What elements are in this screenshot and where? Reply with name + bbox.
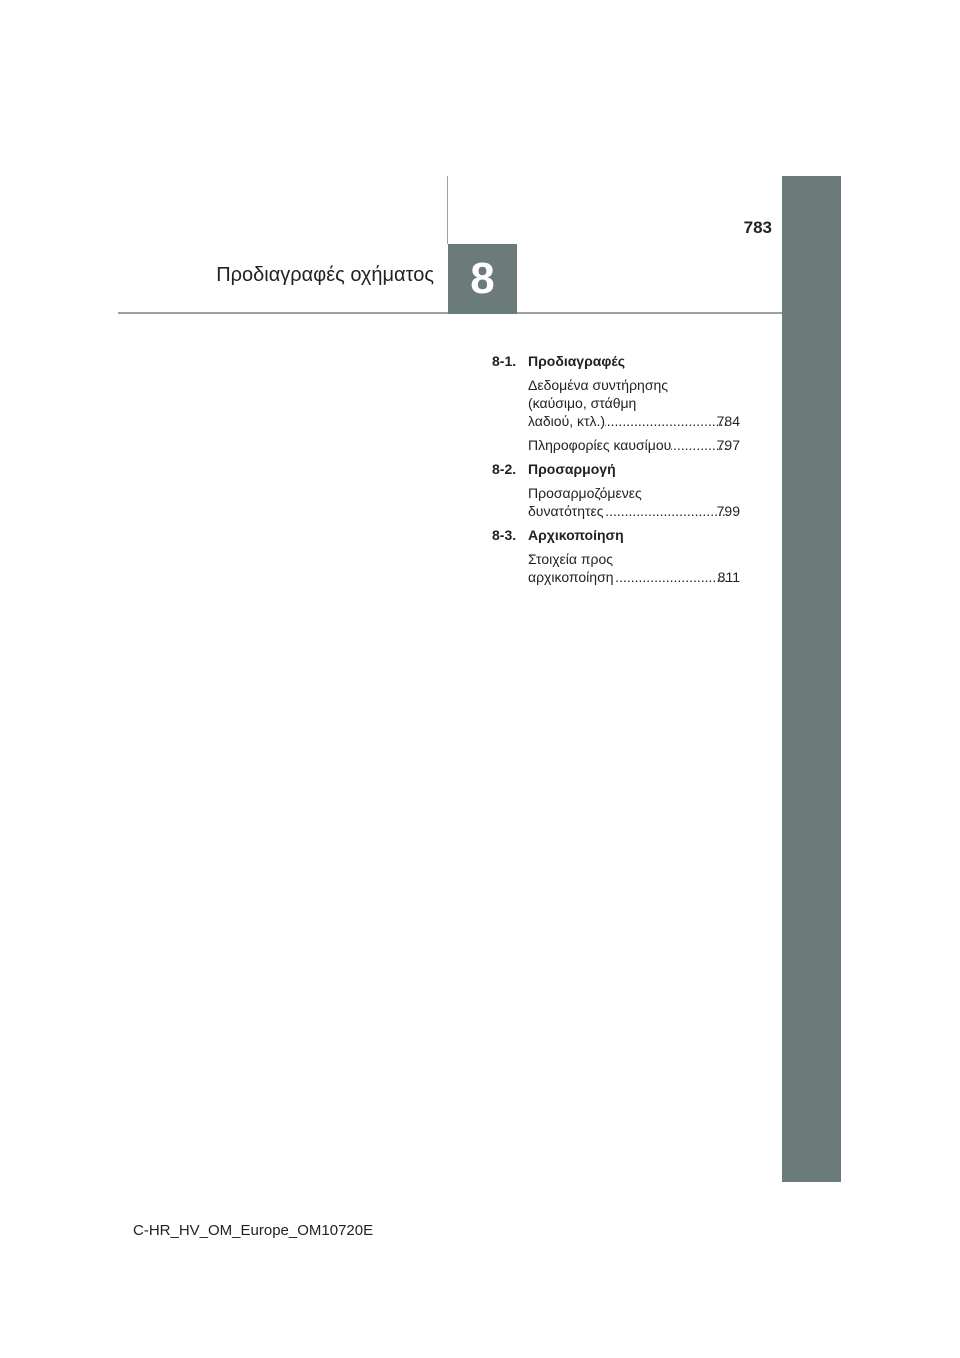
chapter-side-tab (782, 176, 841, 1182)
section-title: Αρχικοποίηση (528, 527, 624, 543)
document-code: C-HR_HV_OM_Europe_OM10720E (133, 1222, 374, 1239)
chapter-number: 8 (470, 254, 495, 303)
entry-line: λαδιού, κτλ.) (528, 413, 606, 429)
entry-line: Προσαρμοζόμενες (528, 485, 642, 501)
entry-line: δυνατότητες (528, 503, 604, 519)
entry-line: Πληροφορίες καυσίμου (528, 437, 672, 453)
chapter-title: Προδιαγραφές οχήματος (216, 264, 434, 286)
toc-entry-initialization-items[interactable] (528, 550, 740, 586)
toc-entry-customizable-features[interactable] (528, 484, 740, 520)
section-title: Προδιαγραφές (528, 353, 625, 369)
dot-leader (614, 568, 728, 586)
entry-page: 784 (716, 413, 740, 429)
toc-section-8-1[interactable] (492, 352, 740, 370)
page-number: 783 (743, 218, 772, 237)
entry-leader-line (528, 568, 740, 586)
entry-line: αρχικοποίηση (528, 569, 614, 585)
section-number: 8-3. (492, 527, 517, 543)
toc-section-8-2[interactable] (492, 460, 740, 478)
dot-leader (604, 502, 727, 520)
entry-page: 811 (717, 569, 740, 585)
entry-leader-line (528, 436, 740, 454)
dot-leader (605, 412, 727, 430)
section-number: 8-1. (492, 353, 517, 369)
table-of-contents (492, 352, 740, 592)
entry-line: Δεδομένα συντήρησης (528, 377, 668, 393)
entry-line: (καύσιμο, στάθμη (528, 395, 637, 411)
section-title: Προσαρμογή (528, 461, 616, 477)
entry-line: Στοιχεία προς (528, 551, 614, 567)
entry-leader-line (528, 502, 740, 520)
header-vertical-rule (447, 176, 448, 244)
toc-entry-maintenance-data[interactable] (528, 376, 740, 430)
toc-section-8-3[interactable] (492, 526, 740, 544)
entry-page: 797 (716, 437, 740, 453)
section-number: 8-2. (492, 461, 517, 477)
entry-leader-line (528, 412, 740, 430)
chapter-number-box (448, 244, 517, 314)
toc-entry-fuel-info[interactable] (528, 436, 740, 454)
entry-page: 799 (716, 503, 740, 519)
